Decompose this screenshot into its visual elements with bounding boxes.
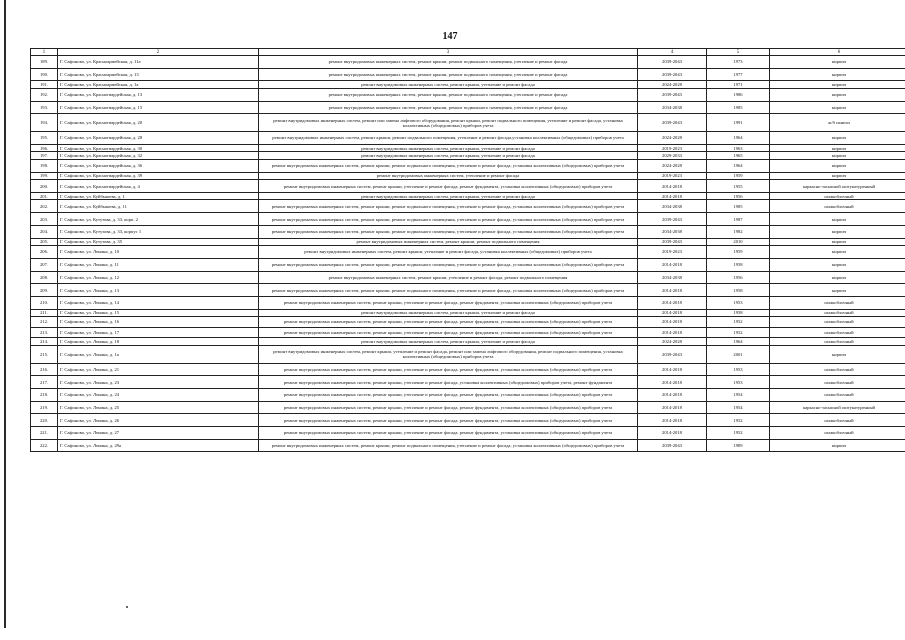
year-cell: 1964: [707, 132, 770, 145]
address-cell: Г. Сафоново, ул. Ленина, д. 17: [58, 327, 259, 338]
period-cell: 2029-2033: [638, 152, 707, 160]
year-cell: 1987: [707, 213, 770, 226]
material-cell: кирпич: [770, 152, 905, 160]
material-cell: кирпич: [770, 56, 905, 69]
period-cell: 2039-2043: [638, 345, 707, 363]
address-cell: Г. Сафоново, ул. Ленина, д. 12: [58, 271, 259, 284]
year-cell: 1956: [707, 271, 770, 284]
address-cell: Г. Сафоново, ул. Красногвардейская, д. 36: [58, 159, 259, 172]
address-cell: Г. Сафоново, ул. Красноармейская, д. 13: [58, 68, 259, 81]
table-row: [31, 389, 905, 402]
address-cell: Г. Сафоново, ул. Ленина, д. 25: [58, 401, 259, 414]
row-number: 214.: [31, 338, 58, 346]
material-cell: кирпич: [770, 101, 905, 114]
table-row: [31, 414, 905, 427]
address-cell: Г. Сафоново, ул. Ленина, д. 15: [58, 309, 259, 317]
period-cell: 2014-2018: [638, 363, 707, 376]
address-cell: Г. Сафоново, ул. Ленина, д. 14: [58, 296, 259, 309]
address-cell: Г. Сафоново, ул. Красноармейская, д. 1а: [58, 81, 259, 89]
address-cell: Г. Сафоново, ул. Кутузова, д. 33, корп. 2: [58, 213, 259, 226]
period-cell: 2014-2018: [638, 317, 707, 328]
row-number: 206.: [31, 246, 58, 259]
period-cell: 2014-2018: [638, 401, 707, 414]
year-cell: 1954: [707, 389, 770, 402]
table-row: [31, 225, 905, 238]
table-row: [31, 114, 905, 132]
year-cell: 2001: [707, 345, 770, 363]
row-number: 207.: [31, 258, 58, 271]
period-cell: 2014-2018: [638, 180, 707, 193]
row-number: 191.: [31, 81, 58, 89]
works-cell: ремонт внутридомовых инженерных систем, ремонт крыши, ремонт подвального помещения, утепление и ремонт фасада, установка коллективных (общедомовых) приборов учета: [259, 159, 638, 172]
works-cell: ремонт внутридомовых инженерных систем, утепление и ремонт фасада: [259, 172, 638, 180]
period-cell: 2034-2038: [638, 101, 707, 114]
table-row: [31, 427, 905, 440]
year-cell: 1955: [707, 180, 770, 193]
address-cell: Г. Сафоново, ул. Ленина, д. 10: [58, 246, 259, 259]
works-cell: ремонт внутридомовых инженерных систем, ремонт крыши, ремонт подвального помещения, утепление и ремонт фасада: [259, 56, 638, 69]
works-cell: ремонт внутридомовых инженерных систем, ремонт крыши, ремонт подвального помещения, утепление и ремонт фасада, установка коллективных (общедомовых) приборов учета: [259, 200, 638, 213]
row-number: 196.: [31, 144, 58, 152]
address-cell: Г. Сафоново, ул. Кутузова, д. 35: [58, 238, 259, 246]
row-number: 212.: [31, 317, 58, 328]
row-number: 199.: [31, 172, 58, 180]
material-cell: кирпич: [770, 144, 905, 152]
address-cell: Г. Сафоново, ул. Ленина, д. 27: [58, 427, 259, 440]
address-cell: Г. Сафоново, ул. Красногвардейская, д. 32: [58, 152, 259, 160]
table-row: [31, 144, 905, 152]
address-cell: Г. Сафоново, ул. Красноармейская, д. 11а: [58, 56, 259, 69]
period-cell: 2014-2018: [638, 258, 707, 271]
works-cell: ремонт внутридомовых инженерных систем, ремонт крыши, утепление и ремонт фасада, ремонт фундамента, установка коллективных (общедомовых) приборов учета: [259, 180, 638, 193]
period-cell: 2034-2038: [638, 225, 707, 238]
row-number: 204.: [31, 225, 58, 238]
year-cell: 1953: [707, 363, 770, 376]
table-row: [31, 213, 905, 226]
works-cell: ремонт внутридомовых инженерных систем, ремонт крыши, утепление и ремонт фасада, установка коллективных (общедомовых) приборов учета: [259, 246, 638, 259]
year-cell: 1964: [707, 338, 770, 346]
address-cell: Г. Сафоново, ул. Ленина, д. 11: [58, 258, 259, 271]
works-cell: ремонт внутридомовых инженерных систем, ремонт крыши, утепление и ремонт фасада, ремонт фундамента, установка коллективных (общедомовых) приборов учета: [259, 427, 638, 440]
period-cell: 2039-2043: [638, 88, 707, 101]
row-number: 215.: [31, 345, 58, 363]
works-cell: ремонт внутридомовых инженерных систем, ремонт крыши, утепление и ремонт фасада, ремонт подвального помещения: [259, 271, 638, 284]
table-row: [31, 172, 905, 180]
row-number: 210.: [31, 296, 58, 309]
left-margin-rule: [4, 0, 6, 628]
row-number: 195.: [31, 132, 58, 145]
works-cell: ремонт внутридомовых инженерных систем, ремонт крыши, утепление и ремонт фасада, ремонт фундамента, установка коллективных (общедомовых) приборов учета: [259, 327, 638, 338]
row-number: 222.: [31, 439, 58, 452]
works-cell: ремонт внутридомовых инженерных систем, ремонт крыши, утепление и ремонт фасада, ремонт фундамента, установка коллективных (общедомовых) приборов учета: [259, 363, 638, 376]
material-cell: кирпич: [770, 132, 905, 145]
works-cell: ремонт внутридомовых инженерных систем, ремонт крыши, ремонт подвального помещения, утепление и ремонт фасада, установка коллективных (общедомовых) приборов учета: [259, 258, 638, 271]
table-row: [31, 401, 905, 414]
material-cell: шлакоблочный: [770, 327, 905, 338]
address-cell: Г. Сафоново, ул. Красногвардейская, д. 20: [58, 114, 259, 132]
period-cell: 2024-2028: [638, 338, 707, 346]
table-row: [31, 81, 905, 89]
address-cell: Г. Сафоново, ул. Ленина, д. 24: [58, 389, 259, 402]
material-cell: шлакоблочный: [770, 200, 905, 213]
row-number: 194.: [31, 114, 58, 132]
period-cell: 2014-2018: [638, 309, 707, 317]
period-cell: 2014-2018: [638, 192, 707, 200]
works-cell: ремонт внутридомовых инженерных систем, ремонт крыши, утепление и ремонт фасада: [259, 309, 638, 317]
period-cell: 2019-2023: [638, 246, 707, 259]
column-number: 3: [259, 49, 638, 56]
period-cell: 2039-2043: [638, 114, 707, 132]
year-cell: 1953: [707, 296, 770, 309]
material-cell: кирпич: [770, 345, 905, 363]
material-cell: кирпич: [770, 225, 905, 238]
material-cell: шлакоблочный: [770, 427, 905, 440]
period-cell: 2034-2038: [638, 271, 707, 284]
works-cell: ремонт внутридомовых инженерных систем, ремонт крыши, утепление и ремонт фасада: [259, 338, 638, 346]
row-number: 202.: [31, 200, 58, 213]
period-cell: 2039-2043: [638, 238, 707, 246]
works-cell: ремонт внутридомовых инженерных систем, ремонт крыши, утепление и ремонт фасада: [259, 144, 638, 152]
year-cell: 1958: [707, 284, 770, 297]
period-cell: 2014-2018: [638, 284, 707, 297]
year-cell: 1959: [707, 172, 770, 180]
material-cell: кирпич: [770, 81, 905, 89]
year-cell: 1964: [707, 159, 770, 172]
table-row: [31, 271, 905, 284]
year-cell: 1986: [707, 88, 770, 101]
year-cell: 1971: [707, 81, 770, 89]
row-number: 189.: [31, 56, 58, 69]
row-number: 190.: [31, 68, 58, 81]
table-row: [31, 363, 905, 376]
works-cell: ремонт внутридомовых инженерных систем, ремонт крыши, утепление и ремонт фасада, ремонт фундамента, установка коллективных (общедомовых) приборов учета: [259, 296, 638, 309]
year-cell: 1952: [707, 317, 770, 328]
year-cell: 1956: [707, 192, 770, 200]
material-cell: каркасно-засыпной оштукатуренный: [770, 401, 905, 414]
table-row: [31, 159, 905, 172]
column-number: 2: [58, 49, 259, 56]
works-cell: ремонт внутридомовых инженерных систем, ремонт крыши, ремонт подвального помещения, утепление и ремонт фасада, установка коллективных (общедомовых) приборов учета: [259, 213, 638, 226]
page-number: 147: [442, 31, 458, 42]
year-cell: 1989: [707, 439, 770, 452]
row-number: 200.: [31, 180, 58, 193]
row-number: 208.: [31, 271, 58, 284]
period-cell: 2014-2018: [638, 376, 707, 389]
row-number: 220.: [31, 414, 58, 427]
period-cell: 2019-2023: [638, 172, 707, 180]
works-cell: ремонт внутридомовых инженерных систем, ремонт крыши, ремонт подвального помещения, утепление и ремонт фасада: [259, 88, 638, 101]
table-row: [31, 192, 905, 200]
table-row: [31, 132, 905, 145]
table-row: [31, 338, 905, 346]
address-cell: Г. Сафоново, ул. Ленина, д. 16: [58, 317, 259, 328]
address-cell: Г. Сафоново, ул. Ленина, д. 29а: [58, 439, 259, 452]
address-cell: Г. Сафоново, ул. Ленина, д. 18: [58, 338, 259, 346]
address-cell: Г. Сафоново, ул. Ленина, д. 13: [58, 284, 259, 297]
address-cell: Г. Сафоново, ул. Красногвардейская, д. 39: [58, 172, 259, 180]
table-row: [31, 88, 905, 101]
material-cell: шлакоблочный: [770, 414, 905, 427]
material-cell: шлакоблочный: [770, 309, 905, 317]
works-cell: ремонт внутридомовых инженерных систем, ремонт крыши, ремонт подвального помещения: [259, 238, 638, 246]
row-number: 198.: [31, 159, 58, 172]
material-cell: кирпич: [770, 258, 905, 271]
period-cell: 2039-2043: [638, 213, 707, 226]
year-cell: 1965: [707, 152, 770, 160]
works-cell: ремонт внутридомовых инженерных систем, ремонт крыши, ремонт подвального помещения, утепление и ремонт фасада, установка коллективных (общедомовых) приборов учета: [259, 439, 638, 452]
period-cell: 2039-2043: [638, 56, 707, 69]
works-cell: ремонт внутридомовых инженерных систем, ремонт крыши, ремонт подвального помещения, утепление и ремонт фасада: [259, 68, 638, 81]
period-cell: 2024-2028: [638, 132, 707, 145]
material-cell: кирпич: [770, 172, 905, 180]
row-number: 203.: [31, 213, 58, 226]
material-cell: кирпич: [770, 68, 905, 81]
material-cell: кирпич: [770, 284, 905, 297]
works-cell: ремонт внутридомовых инженерных систем, ремонт крыши, утепление и ремонт фасада, ремонт фундамента, установка коллективных (общедомовых) приборов учета: [259, 401, 638, 414]
material-cell: кирпич: [770, 271, 905, 284]
row-number: 197.: [31, 152, 58, 160]
works-cell: ремонт внутридомовых инженерных систем, ремонт крыши, ремонт подвального помещения, утепление и ремонт фасада,установка коллективных (общедомовых) приборов учета: [259, 132, 638, 145]
period-cell: 2039-2043: [638, 68, 707, 81]
material-cell: шлакоблочный: [770, 296, 905, 309]
table-row: [31, 152, 905, 160]
stray-mark: [126, 606, 128, 608]
row-number: 211.: [31, 309, 58, 317]
row-number: 209.: [31, 284, 58, 297]
period-cell: 2014-2018: [638, 327, 707, 338]
period-cell: 2014-2018: [638, 389, 707, 402]
works-cell: ремонт внутридомовых инженерных систем, ремонт крыши, утепление и ремонт фасада, ремонт фундамента, установка коллективных (общедомовых) приборов учета: [259, 317, 638, 328]
column-number-row: [31, 49, 905, 56]
material-cell: кирпич: [770, 213, 905, 226]
table-row: [31, 258, 905, 271]
row-number: 219.: [31, 401, 58, 414]
year-cell: 1953: [707, 376, 770, 389]
column-number: 5: [707, 49, 770, 56]
year-cell: 1985: [707, 101, 770, 114]
row-number: 216.: [31, 363, 58, 376]
material-cell: шлакоблочный: [770, 192, 905, 200]
row-number: 221.: [31, 427, 58, 440]
row-number: 192.: [31, 88, 58, 101]
period-cell: 2019-2023: [638, 144, 707, 152]
year-cell: 1954: [707, 401, 770, 414]
material-cell: шлакоблочный: [770, 389, 905, 402]
works-cell: ремонт внутридомовых инженерных систем, ремонт крыши, ремонт подвального помещения, утепление и ремонт фасада: [259, 101, 638, 114]
period-cell: 2034-2038: [638, 200, 707, 213]
year-cell: 1952: [707, 327, 770, 338]
table-row: [31, 200, 905, 213]
period-cell: 2014-2018: [638, 427, 707, 440]
works-cell: ремонт внутридомовых инженерных систем, ремонт крыши, утепление и ремонт фасада: [259, 81, 638, 89]
works-cell: ремонт внутридомовых инженерных систем, ремонт крыши, ремонт подвального помещения, утепление и ремонт фасада, установка коллективных (общедомовых) приборов учета: [259, 284, 638, 297]
table-row: [31, 439, 905, 452]
period-cell: 2039-2043: [638, 439, 707, 452]
works-cell: ремонт внутридомовых инженерных систем, ремонт крыши, утепление и ремонт фасада, ремонт или замена лифтового оборудования, ремонт подвального помещения, установка коллективных (общедомовых) приборов учета: [259, 345, 638, 363]
address-cell: Г. Сафоново, ул. Кутузова, д. 33, корпус 1: [58, 225, 259, 238]
row-number: 201.: [31, 192, 58, 200]
address-cell: Г. Сафоново, ул. Куйбышева, д. 1: [58, 192, 259, 200]
row-number: 217.: [31, 376, 58, 389]
year-cell: 1973: [707, 56, 770, 69]
year-cell: 1958: [707, 258, 770, 271]
works-cell: ремонт внутридомовых инженерных систем, ремонт крыши, утепление и ремонт фасада, установка коллективных (общедомовых) приборов учета, ремонт фундамента: [259, 376, 638, 389]
address-cell: Г. Сафоново, ул. Красногвардейская, д. 15: [58, 101, 259, 114]
table-row: [31, 345, 905, 363]
material-cell: кирпич: [770, 439, 905, 452]
address-cell: Г. Сафоново, ул. Ленина, д. 21: [58, 363, 259, 376]
table-row: [31, 284, 905, 297]
address-cell: Г. Сафоново, ул. Красногвардейская, д. 28: [58, 132, 259, 145]
material-cell: кирпич: [770, 238, 905, 246]
address-cell: Г. Сафоново, ул. Красногвардейская, д. 13: [58, 88, 259, 101]
table-row: [31, 180, 905, 193]
period-cell: 2024-2028: [638, 159, 707, 172]
material-cell: шлакоблочный: [770, 338, 905, 346]
address-cell: Г. Сафоново, ул. Красногвардейская, д. 4: [58, 180, 259, 193]
period-cell: 2024-2028: [638, 81, 707, 89]
period-cell: 2014-2018: [638, 414, 707, 427]
row-number: 218.: [31, 389, 58, 402]
address-cell: Г. Сафоново, ул. Ленина, д. 1а: [58, 345, 259, 363]
table-row: [31, 376, 905, 389]
column-number: 4: [638, 49, 707, 56]
year-cell: 2010: [707, 238, 770, 246]
year-cell: 1991: [707, 114, 770, 132]
works-cell: ремонт внутридомовых инженерных систем, ремонт крыши, утепление и ремонт фасада: [259, 192, 638, 200]
year-cell: 1958: [707, 309, 770, 317]
row-number: 193.: [31, 101, 58, 114]
material-cell: кирпич: [770, 159, 905, 172]
table-row: [31, 327, 905, 338]
column-number: 1: [31, 49, 58, 56]
table-row: [31, 246, 905, 259]
address-cell: Г. Сафоново, ул. Красногвардейская, д. 30: [58, 144, 259, 152]
address-cell: Г. Сафоново, ул. Куйбышева, д. 11: [58, 200, 259, 213]
table-row: [31, 68, 905, 81]
material-cell: каркасно-засыпной оштукатуренный: [770, 180, 905, 193]
material-cell: кирпич: [770, 88, 905, 101]
year-cell: 1982: [707, 225, 770, 238]
address-cell: Г. Сафоново, ул. Ленина, д. 26: [58, 414, 259, 427]
material-cell: шлакоблочный: [770, 363, 905, 376]
address-cell: Г. Сафоново, ул. Ленина, д. 23: [58, 376, 259, 389]
table-row: [31, 101, 905, 114]
material-cell: шлакоблочный: [770, 376, 905, 389]
year-cell: 1985: [707, 200, 770, 213]
material-cell: шлакоблочный: [770, 317, 905, 328]
period-cell: 2014-2018: [638, 296, 707, 309]
year-cell: 1952: [707, 427, 770, 440]
table-row: [31, 238, 905, 246]
table-row: [31, 309, 905, 317]
year-cell: 1963: [707, 144, 770, 152]
works-cell: ремонт внутридомовых инженерных систем, ремонт крыши, утепление и ремонт фасада, ремонт фундамента, установка коллективных (общедомовых) приборов учета: [259, 389, 638, 402]
year-cell: 1977: [707, 68, 770, 81]
repair-program-table: [30, 48, 905, 452]
table-row: [31, 296, 905, 309]
column-number: 6: [770, 49, 905, 56]
table-row: [31, 56, 905, 69]
works-cell: ремонт внутридомовых инженерных систем, ремонт крыши, утепление и ремонт фасада: [259, 152, 638, 160]
works-cell: ремонт внутридомовых инженерных систем, ремонт крыши, утепление и ремонт фасада, ремонт фундамента, установка коллективных (общедомовых) приборов учета: [259, 414, 638, 427]
row-number: 213.: [31, 327, 58, 338]
year-cell: 1959: [707, 246, 770, 259]
material-cell: кирпич: [770, 246, 905, 259]
year-cell: 1952: [707, 414, 770, 427]
row-number: 205.: [31, 238, 58, 246]
material-cell: ж/б панели: [770, 114, 905, 132]
works-cell: ремонт внутридомовых инженерных систем, ремонт крыши, ремонт подвального помещения, утепление и ремонт фасада, установка коллективных (общедомовых) приборов учета: [259, 225, 638, 238]
table-row: [31, 317, 905, 328]
works-cell: ремонт внутридомовых инженерных систем, ремонт или замена лифтового оборудования, ремонт крыши, ремонт подвального помещения, утепление и ремонт фасада, установка коллективных (общедомовых) приборов учета: [259, 114, 638, 132]
